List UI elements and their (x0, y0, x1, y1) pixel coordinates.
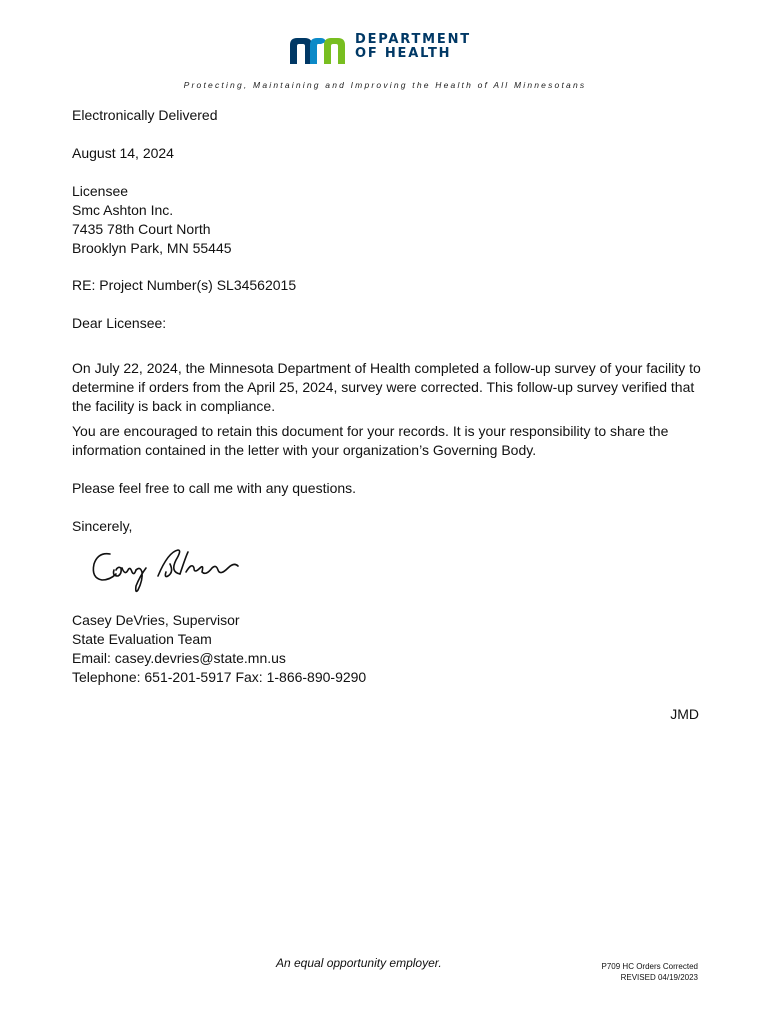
revised-date: REVISED 04/19/2023 (620, 973, 698, 982)
footer-eoe: An equal opportunity employer. (276, 956, 442, 970)
signer-team: State Evaluation Team (72, 631, 212, 647)
mdh-logo (288, 33, 484, 67)
logo-line-2: OF HEALTH (355, 46, 452, 61)
logo-line-1: DEPARTMENT (355, 32, 471, 47)
address-line: 7435 78th Court North (72, 221, 211, 237)
footer-form-info (602, 961, 698, 983)
form-id: P709 HC Orders Corrected (601, 962, 698, 971)
letter-date: August 14, 2024 (72, 145, 174, 161)
paragraph-2: You are encouraged to retain this document for your records. It is your responsibility to share the information contained in the letter with your organization’s Governing Body. (72, 423, 669, 458)
address-line: Licensee (72, 183, 129, 199)
signer-telephone: Telephone: 651-201-5917 Fax: 1-866-890-9290 (72, 669, 367, 685)
signer-name-title: Casey DeVries, Supervisor (72, 612, 240, 628)
signer-block (72, 611, 702, 687)
logo-wordmark (355, 33, 471, 61)
mn-logo-mark (288, 33, 352, 67)
address-line: Brooklyn Park, MN 55445 (72, 240, 232, 256)
salutation: Dear Licensee: (72, 315, 167, 331)
re-line: RE: Project Number(s) SL34562015 (72, 277, 297, 293)
signature-image (88, 546, 253, 594)
paragraph-1: On July 22, 2024, the Minnesota Department of Health completed a follow-up survey of your facility to determine if orders from the April 25, 2024, survey were corrected. This follow-up survey verified that the facility is back in compliance. (72, 360, 701, 414)
delivery-method: Electronically Delivered (72, 107, 218, 123)
signer-email: Email: casey.devries@state.mn.us (72, 650, 286, 666)
typist-initials: JMD (670, 706, 699, 722)
closing: Sincerely, (72, 518, 133, 534)
address-block (72, 182, 702, 258)
address-line: Smc Ashton Inc. (72, 202, 174, 218)
tagline: Protecting, Maintaining and Improving the Health of All Minnesotans (183, 80, 587, 90)
paragraph-3: Please feel free to call me with any questions. (72, 480, 357, 496)
